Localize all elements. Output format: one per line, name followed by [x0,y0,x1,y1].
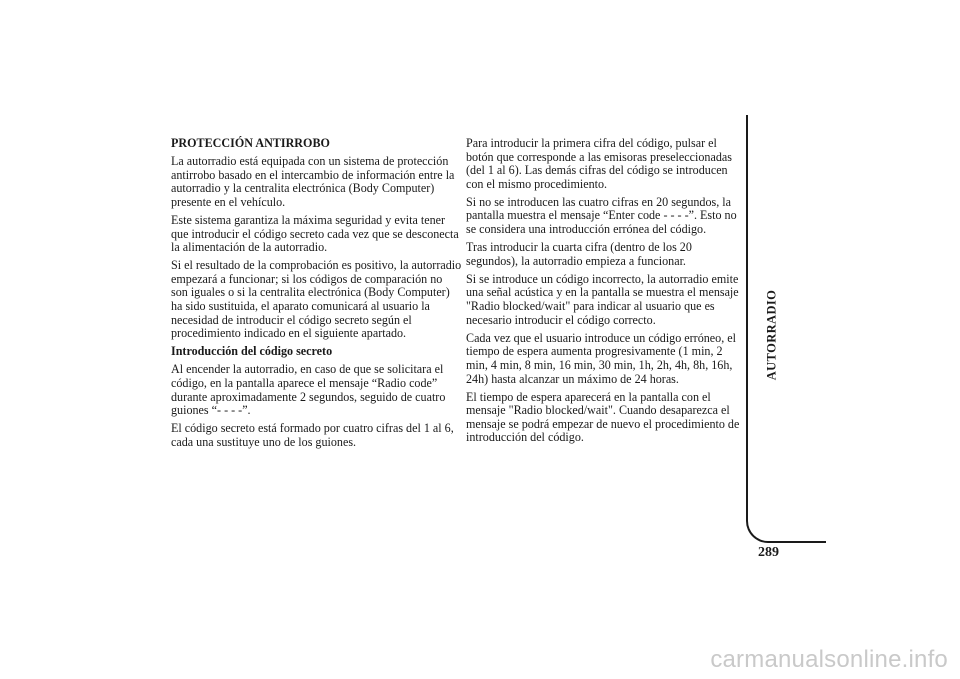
section-heading: PROTECCIÓN ANTIRROBO [171,136,330,150]
paragraph: Cada vez que el usuario introduce un código erróneo, el tiempo de espera aumenta progresivamente (1 min, 2 min, 4 min, 8 min, 16 min, 30 min, 1h, 2h, 4h, 8h, 16h, 24h) hasta alcanzar un máximo de 24 horas. [466,330,736,386]
paragraph: Si no se introducen las cuatro cifras en 20 segundos, la pantalla muestra el mensaje “Enter code - - - -”. Esto no se considera una introducción errónea del código. [466,194,737,237]
section-tab-frame [746,115,826,543]
paragraph: El código secreto está formado por cuatro cifras del 1 al 6, cada una sustituye uno de los guiones. [171,421,454,449]
paragraph: Este sistema garantiza la máxima seguridad y evita tener que introducir el código secreto cada vez que se desconecta la alimentación de la autorradio. [171,212,459,255]
left-column [171,137,462,454]
paragraph: Si el resultado de la comprobación es positivo, la autorradio empezará a funcionar; si los códigos de comparación no son iguales o si la centralita electrónica (Body Computer) ha sido sustituida, el aparato comunicará al usuario la necesidad de introducir el código secreto según el procedimiento indicado en el siguiente apartado. [171,258,462,341]
section-tab-label: AUTORRADIO [764,289,779,381]
paragraph: Al encender la autorradio, en caso de que se solicitara el código, en la pantalla aparece el mensaje “Radio code” durante aproximadamente 2 segundos, seguido de cuatro guiones “- - - -”. [171,362,446,418]
paragraph: Si se introduce un código incorrecto, la autorradio emite una señal acústica y en la pantalla se muestra el mensaje "Radio blocked/wait" para indicar al usuario que es necesario introducir el código correcto. [466,271,739,327]
paragraph: Para introducir la primera cifra del código, pulsar el botón que corresponde a las emisoras preseleccionadas (del 1 al 6). Las demás cifras del código se introducen con el mismo procedimiento. [466,136,732,191]
watermark: carmanualsonline.info [710,646,948,673]
page-number: 289 [758,545,779,560]
paragraph: El tiempo de espera aparecerá en la pantalla con el mensaje "Radio blocked/wait". Cuando desaparezca el mensaje se podrá empezar de nuevo el procedimiento de introducción del código. [466,389,740,445]
subsection-heading: Introducción del código secreto [171,344,333,359]
right-column [466,137,743,449]
paragraph: La autorradio está equipada con un sistema de protección antirrobo basado en el intercambio de información entre la autorradio y la centralita electrónica (Body Computer) presente en el vehículo. [171,154,455,209]
paragraph: Tras introducir la cuarta cifra (dentro de los 20 segundos), la autorradio empieza a funcionar. [466,240,692,268]
